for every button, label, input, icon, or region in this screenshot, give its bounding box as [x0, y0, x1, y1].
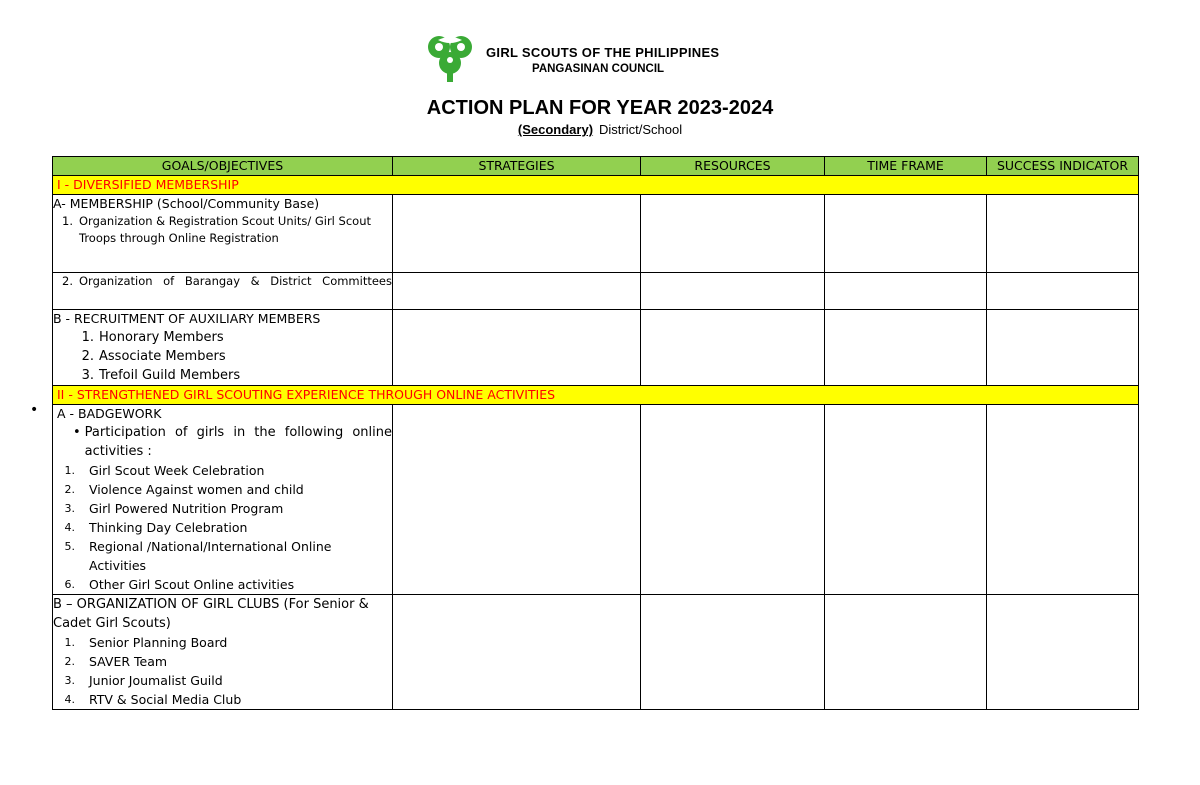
column-header: TIME FRAME — [825, 157, 987, 176]
success-indicator-cell — [987, 310, 1139, 386]
success-indicator-cell — [987, 195, 1139, 273]
resources-cell — [641, 273, 825, 310]
outer-bullet: • — [30, 402, 39, 418]
trefoil-logo-icon — [424, 30, 476, 82]
strategies-cell — [393, 195, 641, 273]
page-title: ACTION PLAN FOR YEAR 2023-2024 — [426, 97, 774, 119]
resources-cell — [641, 595, 825, 710]
list-item: 3. Junior Joumalist Guild — [64, 673, 223, 688]
table-header-row — [53, 157, 1139, 176]
numbered-list — [53, 213, 392, 247]
success-indicator-cell — [987, 595, 1139, 710]
document-header — [0, 0, 1200, 150]
list-item: 1. Honorary Members — [81, 330, 224, 345]
success-indicator-cell — [987, 405, 1139, 595]
section-title: I - DIVERSIFIED MEMBERSHIP — [53, 176, 1139, 195]
action-plan-table — [52, 156, 1139, 710]
intro-text: Participation of girls in the following online activities : — [84, 425, 392, 459]
list-item: 2. Associate Members — [81, 349, 226, 364]
list-item: 4. RTV & Social Media Club — [64, 692, 242, 707]
list-item: 2. Organization of Barangay & District Committees — [62, 274, 392, 288]
goal-cell — [53, 405, 393, 595]
table-row — [53, 405, 1139, 595]
success-indicator-cell — [987, 273, 1139, 310]
column-header: GOALS/OBJECTIVES — [53, 157, 393, 176]
section-row — [53, 386, 1139, 405]
scope-label: District/School — [599, 122, 683, 137]
list-item: 2. Violence Against women and child — [64, 482, 304, 497]
strategies-cell — [393, 310, 641, 386]
column-header: RESOURCES — [641, 157, 825, 176]
strategies-cell — [393, 595, 641, 710]
subsection-title: A - BADGEWORK — [57, 406, 162, 421]
council-name: PANGASINAN COUNCIL — [532, 63, 665, 75]
time-frame-cell — [825, 195, 987, 273]
time-frame-cell — [825, 405, 987, 595]
list-item: 5. Regional /National/International Online Activities — [64, 539, 332, 573]
page-subtitle — [0, 122, 1200, 137]
column-header: STRATEGIES — [393, 157, 641, 176]
goal-cell — [53, 273, 393, 310]
table-row — [53, 195, 1139, 273]
resources-cell — [641, 195, 825, 273]
table-row — [53, 310, 1139, 386]
subsection-title: B – ORGANIZATION OF GIRL CLUBS (For Senior & Cadet Girl Scouts) — [53, 597, 369, 631]
list-item: 3. Trefoil Guild Members — [81, 368, 241, 383]
list-item: 4. Thinking Day Celebration — [64, 520, 248, 535]
intro-bullet-line — [53, 423, 392, 461]
list-item: 2. SAVER Team — [64, 654, 168, 669]
goal-cell — [53, 195, 393, 273]
strategies-cell — [393, 405, 641, 595]
subsection-title: B - RECRUITMENT OF AUXILIARY MEMBERS — [53, 311, 321, 326]
list-item: 1. Senior Planning Board — [64, 635, 228, 650]
time-frame-cell — [825, 273, 987, 310]
list-item: 6. Other Girl Scout Online activities — [64, 577, 295, 592]
section-title: II - STRENGTHENED GIRL SCOUTING EXPERIENCE THROUGH ONLINE ACTIVITIES — [53, 386, 1139, 405]
numbered-list — [53, 461, 392, 594]
numbered-list — [53, 328, 392, 385]
strategies-cell — [393, 273, 641, 310]
list-item: 3. Girl Powered Nutrition Program — [64, 501, 284, 516]
subsection-title: A- MEMBERSHIP (School/Community Base) — [53, 196, 320, 211]
section-row — [53, 176, 1139, 195]
time-frame-cell — [825, 310, 987, 386]
bullet-icon: • — [73, 425, 81, 440]
numbered-list — [53, 273, 392, 290]
goal-cell — [53, 310, 393, 386]
list-item: 1. Organization & Registration Scout Units/ Girl Scout Troops through Online Registration — [62, 214, 371, 245]
list-item: 1. Girl Scout Week Celebration — [64, 463, 265, 478]
time-frame-cell — [825, 595, 987, 710]
resources-cell — [641, 405, 825, 595]
column-header: SUCCESS INDICATOR — [987, 157, 1139, 176]
table-row — [53, 595, 1139, 710]
table-row — [53, 273, 1139, 310]
org-name: GIRL SCOUTS OF THE PHILIPPINES — [486, 45, 720, 60]
numbered-list — [53, 633, 392, 709]
level-label: (Secondary) — [517, 122, 594, 137]
resources-cell — [641, 310, 825, 386]
goal-cell — [53, 595, 393, 710]
